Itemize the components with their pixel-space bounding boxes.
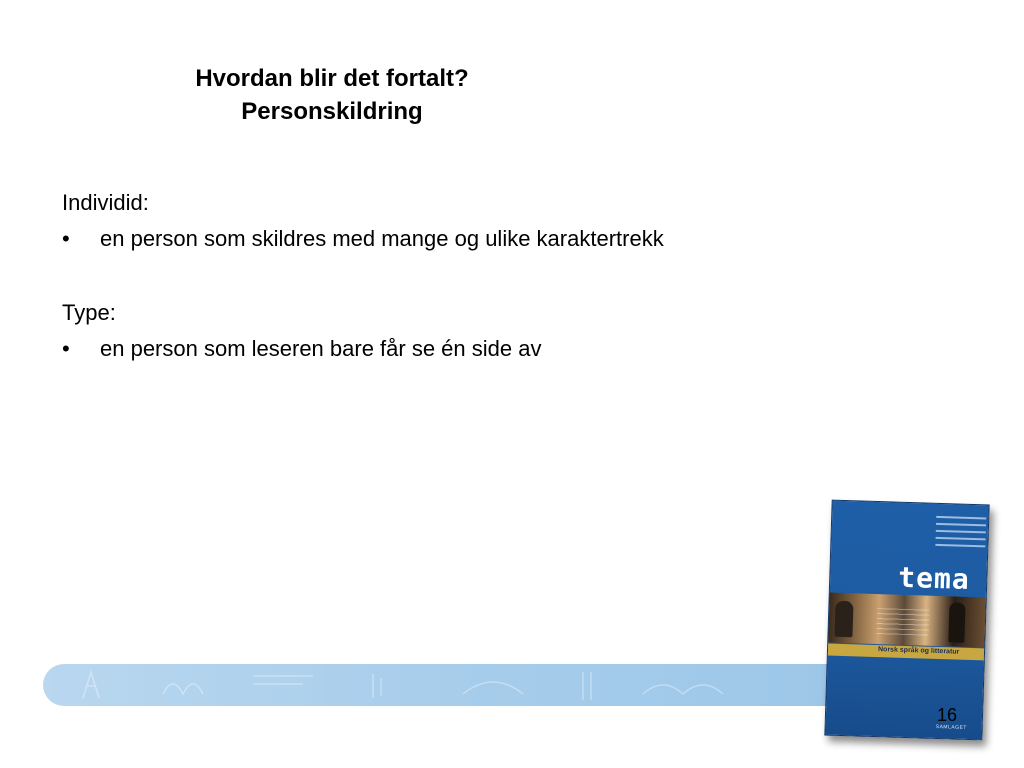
book-publisher: SAMLAGET	[935, 723, 967, 731]
slide-body	[62, 185, 822, 367]
spacer	[62, 257, 822, 295]
title-line-2: Personskildring	[241, 98, 423, 125]
bullet-item-type	[62, 331, 822, 367]
bullet-text: en person som leseren bare får se én side av	[100, 336, 542, 361]
page-number: 16	[937, 705, 958, 725]
figure-silhouette-icon	[948, 602, 965, 642]
title-line-1: Hvordan blir det fortalt?	[195, 65, 469, 92]
textbook-cover-image	[822, 502, 992, 748]
section-label-type: Type:	[62, 300, 116, 325]
author-names-lines	[935, 516, 986, 553]
book-photo-collage	[828, 593, 985, 648]
bullet-item-individ	[62, 221, 822, 257]
decorative-band	[43, 664, 863, 706]
book-subtitle: Norsk språk og litteratur	[877, 646, 960, 656]
slide-title	[132, 62, 532, 128]
bullet-icon: •	[62, 226, 70, 251]
band-watermark-pattern	[43, 664, 863, 706]
bullet-text: en person som skildres med mange og ulike karaktertrekk	[100, 226, 664, 251]
section-label-individ: Individid:	[62, 190, 149, 215]
book-title: tema	[897, 560, 971, 596]
bullet-icon: •	[62, 336, 70, 361]
book-cover	[824, 500, 989, 741]
figure-silhouette-icon	[834, 601, 853, 638]
manuscript-texture	[877, 608, 930, 636]
